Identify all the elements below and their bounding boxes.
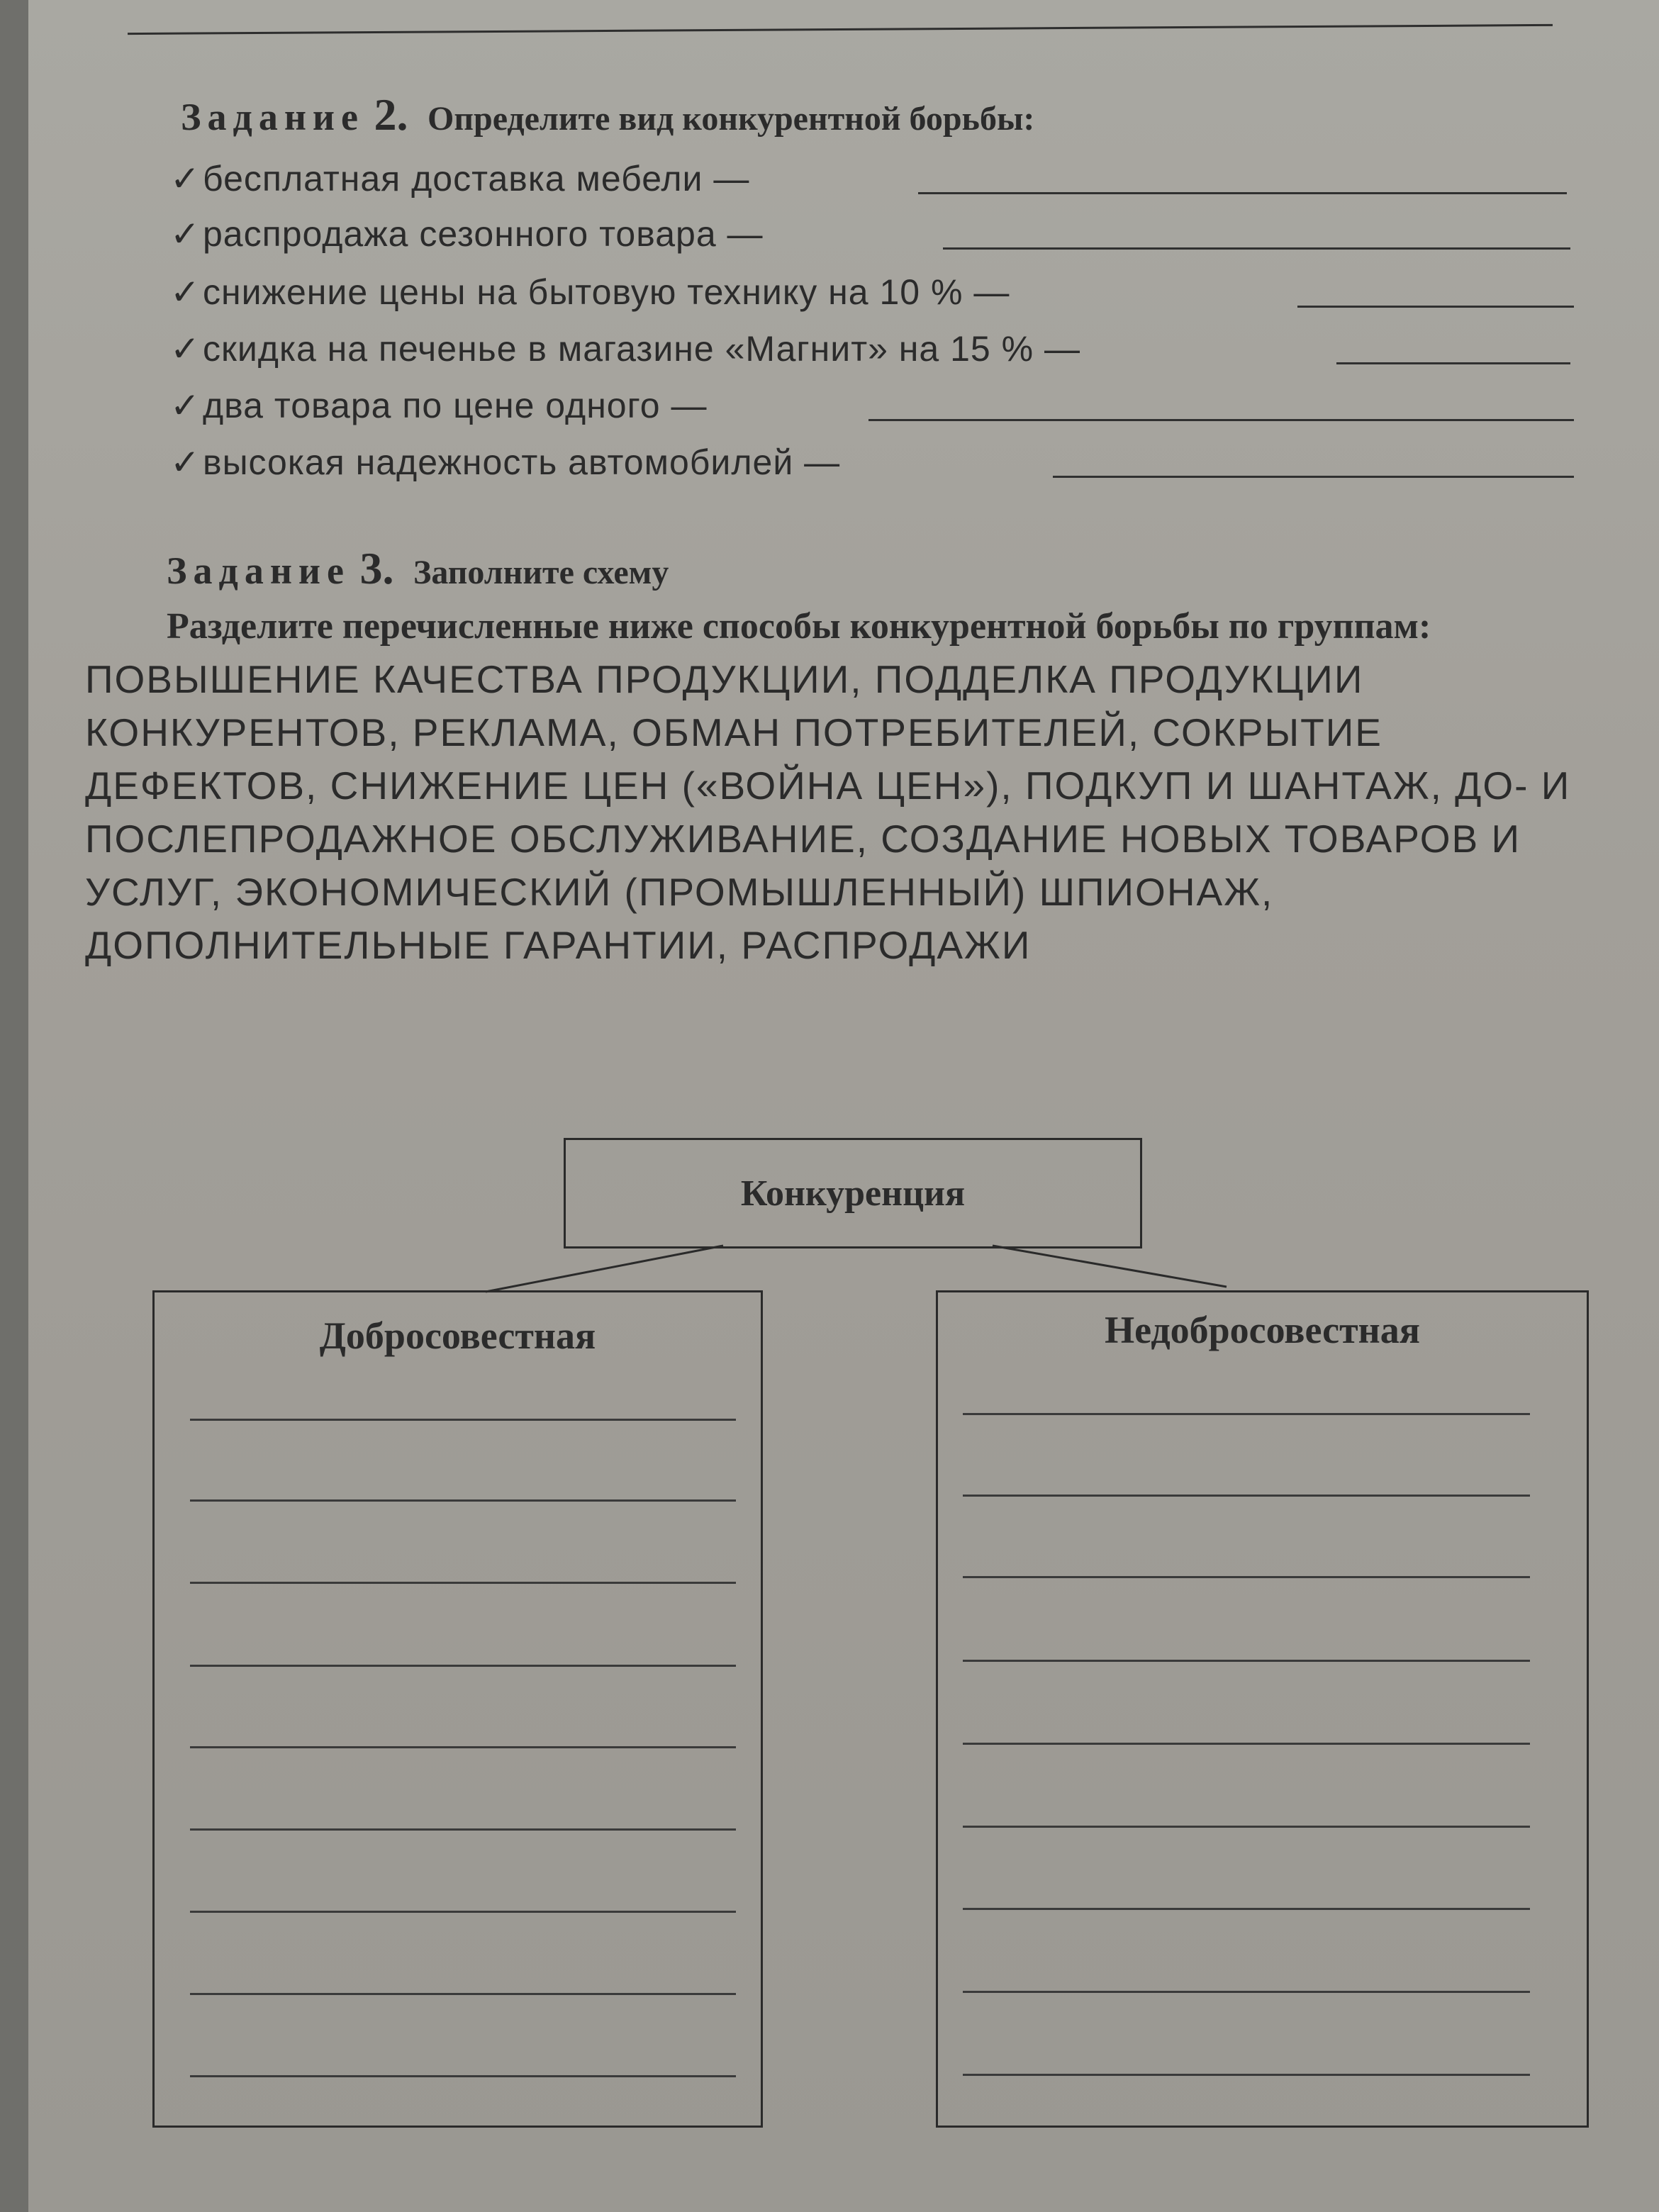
- task3-label: Задание: [167, 549, 351, 592]
- answer-line[interactable]: [190, 1582, 736, 1584]
- item-text: скидка на печенье в магазине «Магнит» на 15 % —: [203, 329, 1080, 369]
- answer-line[interactable]: [190, 2075, 736, 2077]
- task2-number: 2.: [374, 89, 408, 140]
- answer-line[interactable]: [963, 1495, 1530, 1497]
- check-icon: ✓: [170, 214, 201, 254]
- answer-line[interactable]: [190, 1746, 736, 1748]
- answer-line[interactable]: [963, 1991, 1530, 1993]
- unfair-competition-box: [936, 1290, 1589, 2128]
- check-icon: ✓: [170, 329, 201, 369]
- task2-label: Задание: [181, 96, 365, 138]
- instruction-list: ПОВЫШЕНИЕ КАЧЕСТВА ПРОДУКЦИИ, ПОДДЕЛКА ПРОДУКЦИИ КОНКУРЕНТОВ, РЕКЛАМА, ОБМАН ПОТРЕБИТЕЛЕЙ, СОКРЫТИЕ ДЕФЕКТОВ, СНИЖЕНИЕ ЦЕН («ВОЙНА ЦЕН»), ПОДКУП И ШАНТАЖ, ДО- И ПОСЛЕПРОДАЖНОЕ ОБСЛУЖИВАНИЕ, СОЗДАНИЕ НОВЫХ ТОВАРОВ И УСЛУГ, ЭКОНОМИЧЕСКИЙ (ПРОМЫШЛЕННЫЙ) ШПИОНАЖ, ДОПОЛНИТЕЛЬНЫЕ ГАРАНТИИ, РАСПРОДАЖИ: [85, 657, 1571, 967]
- answer-line[interactable]: [963, 2074, 1530, 2076]
- fair-competition-title: Добросовестная: [319, 1314, 596, 1357]
- task3-number: 3.: [359, 543, 394, 593]
- answer-line[interactable]: [963, 1743, 1530, 1745]
- task3-text: Заполните схему: [413, 554, 669, 591]
- diagram-root-box: [564, 1138, 1142, 1249]
- item-text: снижение цены на бытовую технику на 10 % —: [203, 272, 1010, 312]
- answer-line[interactable]: [190, 1993, 736, 1995]
- item-text: распродажа сезонного товара —: [203, 214, 764, 254]
- item-text: бесплатная доставка мебели —: [203, 159, 750, 199]
- answer-line[interactable]: [190, 1419, 736, 1421]
- check-icon: ✓: [170, 272, 201, 312]
- answer-line[interactable]: [190, 1665, 736, 1667]
- item-text: два товара по цене одного —: [203, 386, 708, 425]
- answer-line[interactable]: [963, 1826, 1530, 1828]
- answer-line[interactable]: [190, 1499, 736, 1502]
- answer-line[interactable]: [190, 1828, 736, 1831]
- unfair-competition-title: Недобросовестная: [1105, 1309, 1420, 1351]
- check-icon: ✓: [170, 159, 201, 199]
- item-text: высокая надежность автомобилей —: [203, 442, 841, 482]
- fair-competition-box: [152, 1290, 763, 2128]
- diagram-root-label: Конкуренция: [740, 1173, 966, 1214]
- instruction-lead: Разделите перечисленные ниже способы конкурентной борьбы по группам:: [167, 606, 1431, 647]
- answer-line[interactable]: [963, 1413, 1530, 1415]
- answer-line[interactable]: [963, 1908, 1530, 1910]
- task2-text: Определите вид конкурентной борьбы:: [428, 100, 1035, 138]
- answer-line[interactable]: [963, 1576, 1530, 1578]
- check-icon: ✓: [170, 442, 201, 482]
- check-icon: ✓: [170, 386, 201, 425]
- answer-line[interactable]: [190, 1911, 736, 1913]
- answer-line[interactable]: [963, 1660, 1530, 1662]
